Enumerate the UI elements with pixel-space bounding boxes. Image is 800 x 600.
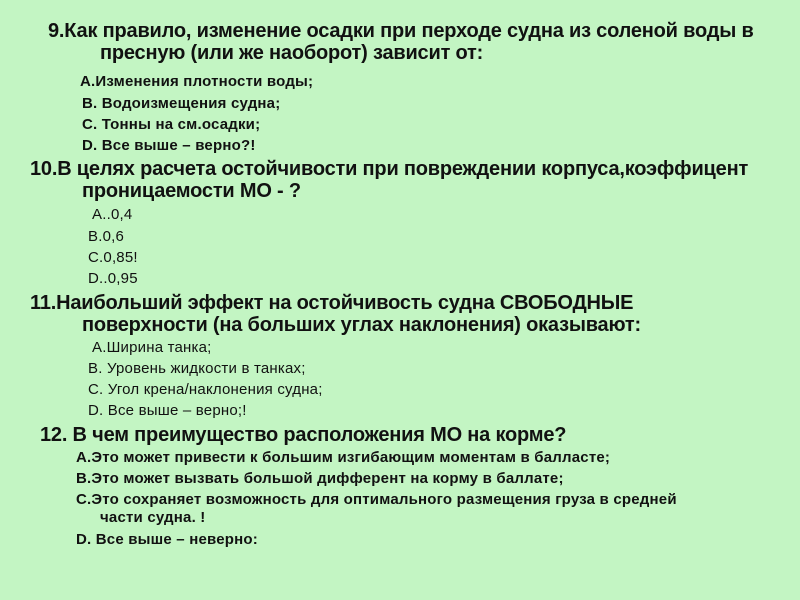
answer-10-d: D..0,95 [88,270,138,287]
question-11: 11.Наибольший эффект на остойчивость судна СВОБОДНЫЕ поверхности (на больших углах наклонения) оказывают: [30,292,641,336]
answer-9-a: A.Изменения плотности воды; [80,73,314,90]
answer-11-c: C. Угол крена/наклонения судна; [88,381,323,398]
answer-11-d: D. Все выше – верно;! [88,402,247,419]
answer-10-c: C.0,85! [88,249,138,266]
answer-12-c: C.Это сохраняет возможность для оптимального размещения груза в средней части судна. ! [76,491,677,526]
answer-12-d: D. Все выше – неверно: [76,531,258,548]
answer-12-b: B.Это может вызвать большой дифферент на корму в баллате; [76,470,564,487]
question-9: 9.Как правило, изменение осадки при перходе судна из соленой воды в пресную (или же наоборот) зависит от: [48,20,754,64]
answer-9-d: D. Все выше – верно?! [82,137,256,154]
answer-9-b: B. Водоизмещения судна; [82,95,281,112]
answer-11-b: B. Уровень жидкости в танках; [88,360,306,377]
answer-11-a: A.Ширина танка; [92,339,212,356]
answer-9-c: C. Тонны на см.осадки; [82,116,261,133]
answer-10-a: A..0,4 [92,206,133,223]
question-10: 10.В целях расчета остойчивости при повреждении корпуса,коэффицент проницаемости МО - ? [30,158,749,202]
answer-10-b: B.0,6 [88,228,125,245]
answer-12-a: A.Это может привести к большим изгибающим моментам в балласте; [76,449,611,466]
question-12: 12. В чем преимущество расположения МО на корме? [40,424,567,446]
